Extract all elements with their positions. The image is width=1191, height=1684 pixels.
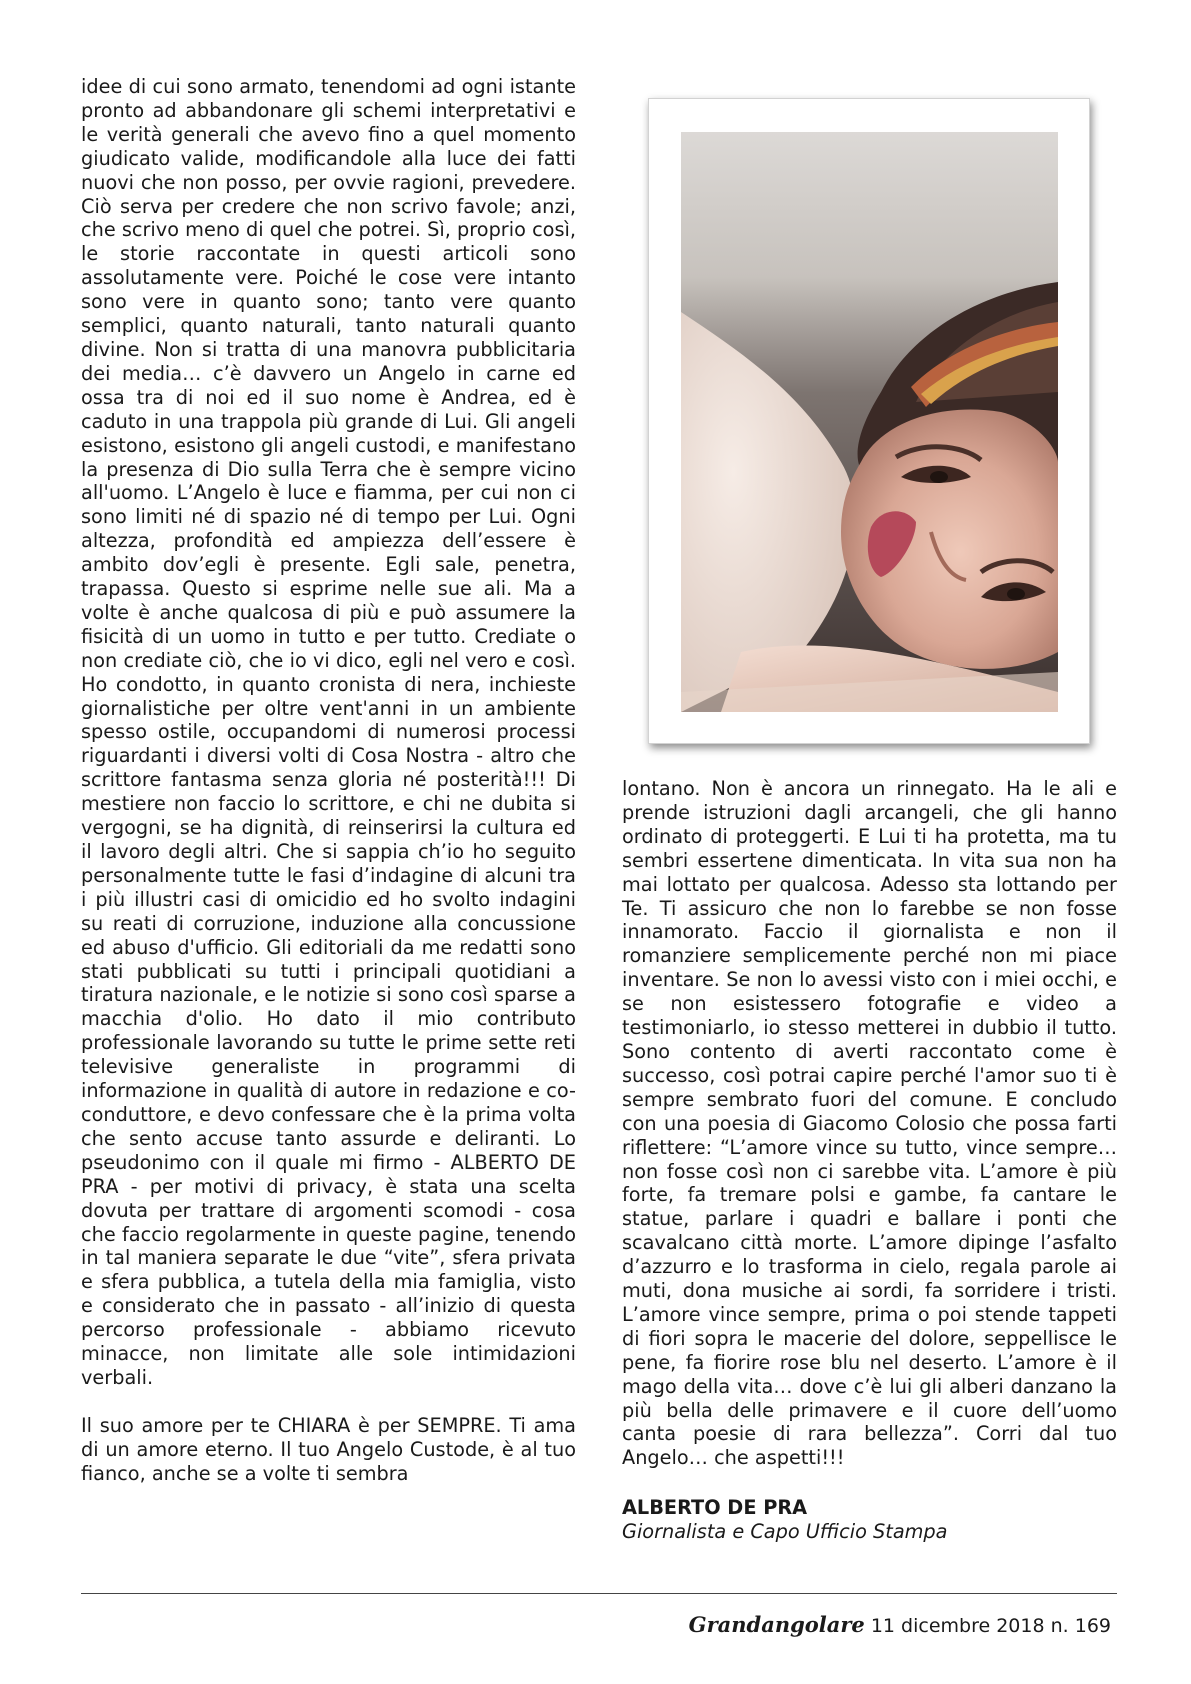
photo-frame xyxy=(648,98,1090,744)
issue-info: 11 dicembre 2018 n. 169 xyxy=(864,1615,1111,1637)
right-paragraph-1: lontano. Non è ancora un rinnegato. Ha le ali e prende istruzioni dagli arcangeli, che gli hanno ordinato di proteggerti. E Lui ti ha protetta, ma tu sembri essertene dimenticata. In vita sua non ha mai lottato per qualcosa. Adesso sta lottando per Te. Ti assicuro che non lo farebbe se non fosse innamorato. Faccio il giornalista e non il romanziere semplicemente perché non mi piace inventare. Se non lo avessi visto con i miei occhi, e se non esistessero fotografie e video a testimoniarlo, io stesso metterei in dubbio il tutto. Sono contento di averti raccontato come è successo, così potrai capire perché l'amor suo ti è sempre sembrato fuori del comune. E concludo con una poesia di Giacomo Colosio che possa farti riflettere: “L’amore vince su tutto, vince sempre… non fosse così non ci sarebbe vita. L’amore è più forte, fa tremare polsi e gambe, fa cantare le statue, parlare i quadri e ballare i ponti che scavalcano città morte. L’amore dipinge l’asfalto d’azzurro e lo trasforma in cielo, regala parole ai muti, dona musiche ai sordi, fa sorridere i tristi. L’amore vince sempre, prima o poi stende tappeti di fiori sopra le macerie del dolore, seppellisce le pene, fa fiorire rose blu nel deserto. L’amore è il mago della vita… dove c’è lui gli alberi danzano la più bella delle primavere e il cuore dell’uomo canta poesie di rara bellezza”. Corri dal tuo Angelo… che aspetti!!! xyxy=(622,777,1117,1470)
left-paragraph-1: idee di cui sono armato, tenendomi ad ogni istante pronto ad abbandonare gli schemi interpretativi e le verità generali che avevo fino a quel momento giudicato valide, modificandole alla luce dei fatti nuovi che non posso, per ovvie ragioni, prevedere. Ciò serva per credere che non scrivo favole; anzi, che scrivo meno di quel che potrei. Sì, proprio così, le storie raccontate in questi articoli sono assolutamente vere. Poiché le cose vere intanto sono vere in quanto sono; tanto vere quanto semplici, quanto naturali, tanto naturali quanto divine. Non si tratta di una manovra pubblicitaria dei media… c’è davvero un Angelo in carne ed ossa tra di noi ed il suo nome è Andrea, ed è caduto in una trappola più grande di Lui. Gli angeli esistono, esistono gli angeli custodi, e manifestano la presenza di Dio sulla Terra che è sempre vicino all'uomo. L’Angelo è luce e fiamma, per cui non ci sono limiti né di spazio né di tempo per Lui. Ogni altezza, profondità ed ampiezza dell’essere è ambito dov’egli è presente. Egli sale, penetra, trapassa. Questo si esprime nelle sue ali. Ma a volte è anche qualcosa di più e può assumere la fisicità di un uomo in tutto e per tutto. Crediate o non crediate ciò, che io vi dico, egli nel vero e così. Ho condotto, in quanto cronista di nera, inchieste giornalistiche per oltre vent'anni in un ambiente spesso ostile, occupandomi di numerosi processi riguardanti i diversi volti di Cosa Nostra - altro che scrittore fantasma senza gloria né posterità!!! Di mestiere non faccio lo scrittore, e chi ne dubita si vergogni, se ha dignità, di reinserirsi la cultura ed il lavoro degli altri. Che si sappia ch’io ho seguito personalmente tutte le fasi d’indagine di alcuni tra i più illustri casi di omicidio ed ho svolto indagini su reati di corruzione, induzione alla concussione ed abuso d'ufficio. Gli editoriali da me redatti sono stati pubblicati su tutti i principali quotidiani a tiratura nazionale, e le notizie si sono così sparse a macchia d'olio. Ho dato il mio contributo professionale lavorando su tutte le prime sette reti televisive generaliste in programmi di informazione in qualità di autore in redazione e co-conduttore, e devo confessare che è la prima volta che sento accuse tanto assurde e deliranti. Lo pseudonimo con il quale mi firmo - ALBERTO DE PRA - per motivi di privacy, è stata una scelta dovuta per trattare di argomenti scomodi - cosa che faccio regolarmente in queste pagine, tenendo in tal maniera separate le due “vite”, sfera privata e sfera pubblica, a tutela della mia famiglia, visto e considerato che in passato - all’inizio di questa percorso professionale - abbiamo ricevuto minacce, non limitate alle sole intimidazioni verbali. xyxy=(81,75,576,1389)
signature xyxy=(622,1496,1117,1544)
left-paragraph-2: Il suo amore per te CHIARA è per SEMPRE. Ti ama di un amore eterno. Il tuo Angelo Custode, è al tuo fianco, anche se a volte ti sembra xyxy=(81,1413,576,1485)
author-role: Giornalista e Capo Ufficio Stampa xyxy=(622,1520,948,1544)
footer-divider xyxy=(81,1593,1117,1594)
left-column xyxy=(81,75,576,1486)
footer xyxy=(689,1613,1111,1638)
author-name: ALBERTO DE PRA xyxy=(622,1496,808,1520)
right-column xyxy=(622,777,1117,1544)
woman-portrait-photo xyxy=(681,132,1058,712)
publication-name: Grandangolare xyxy=(688,1612,865,1637)
